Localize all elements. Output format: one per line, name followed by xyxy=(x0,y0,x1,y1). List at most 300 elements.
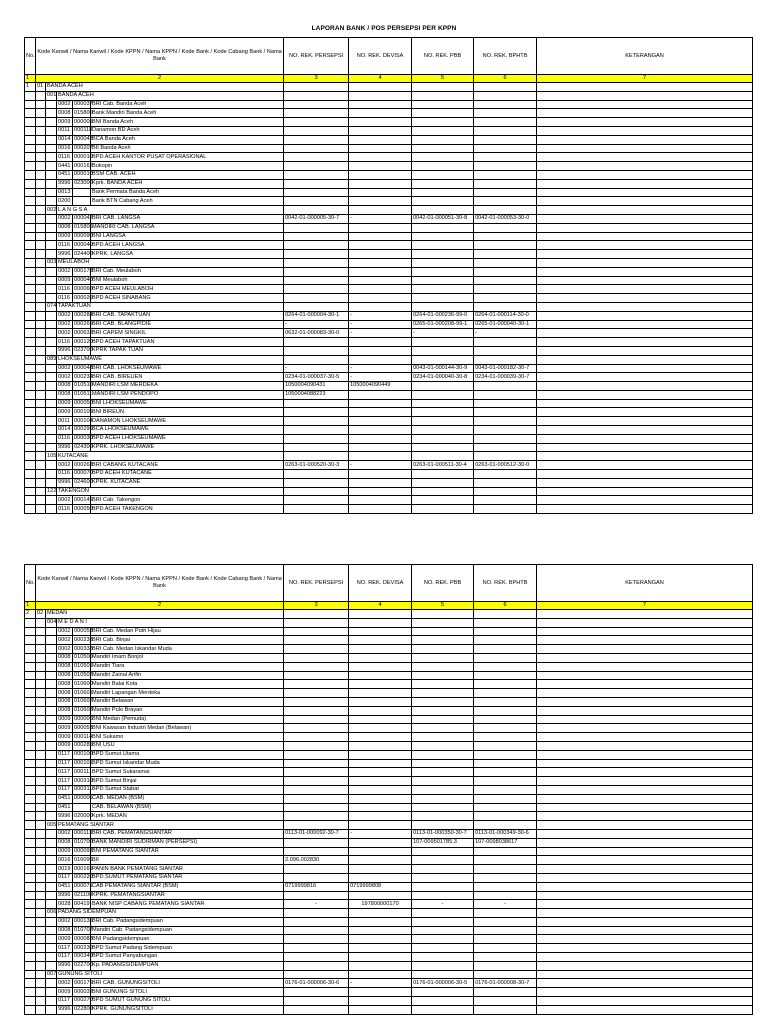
row-no xyxy=(25,267,36,276)
keterangan xyxy=(537,847,753,856)
rek-devisa xyxy=(349,733,412,742)
indent-cell xyxy=(36,399,46,408)
indent-cell xyxy=(36,144,46,153)
keterangan xyxy=(537,715,753,724)
bank-code: 0451 xyxy=(57,170,73,179)
branch-code: 000105 xyxy=(74,408,93,415)
keterangan xyxy=(537,294,753,303)
kppn-row xyxy=(25,970,753,979)
bank-code: 0117 xyxy=(57,750,73,759)
rek-bphtb xyxy=(474,997,537,1006)
col-num-4: 4 xyxy=(349,602,412,610)
rek-pbb xyxy=(412,944,474,953)
rek-devisa xyxy=(349,970,412,979)
indent-cell xyxy=(46,294,57,303)
bank-name: BRI CABANG KUTACANE xyxy=(91,461,284,470)
keterangan xyxy=(537,944,753,953)
bank-code: 0441 xyxy=(57,162,73,171)
bank-name: Mandiri Cab. Padangsidempuan xyxy=(91,926,284,935)
rek-pbb xyxy=(412,618,474,627)
row-no xyxy=(25,680,36,689)
rek-persepsi xyxy=(284,434,349,443)
bank-code: 0009 xyxy=(57,724,73,733)
bank-code: 0116 xyxy=(57,470,73,479)
indent-cell xyxy=(36,689,46,698)
indent-cell xyxy=(36,496,46,505)
bank-name: BRI Cab. Binjai xyxy=(91,636,284,645)
row-no xyxy=(25,838,36,847)
indent-cell xyxy=(46,785,57,794)
rek-bphtb xyxy=(474,891,537,900)
header-bphtb: NO. REK. BPHTB xyxy=(474,565,537,602)
rek-persepsi xyxy=(284,1005,349,1014)
rek-pbb xyxy=(412,135,474,144)
indent-cell xyxy=(36,214,46,223)
indent-cell xyxy=(46,144,57,153)
rek-pbb xyxy=(412,206,474,215)
keterangan xyxy=(537,100,753,109)
kppn-name: M E D A N I xyxy=(57,618,284,627)
column-number-row xyxy=(25,602,753,610)
branch-code: 000053 xyxy=(74,627,93,634)
rek-pbb xyxy=(412,470,474,479)
rek-pbb xyxy=(412,276,474,285)
rek-persepsi: 0042-01-000005-30-7 xyxy=(284,214,349,223)
rek-persepsi xyxy=(284,179,349,188)
row-no xyxy=(25,715,36,724)
rek-bphtb xyxy=(474,759,537,768)
rek-persepsi xyxy=(284,162,349,171)
bank-row xyxy=(25,100,753,109)
bank-name: BNI Kawasan Industri Medan (Belawan) xyxy=(91,724,284,733)
bank-code: 0002 xyxy=(57,320,73,329)
indent-cell xyxy=(46,153,57,162)
row-no xyxy=(25,847,36,856)
indent-cell xyxy=(46,838,57,847)
indent-cell xyxy=(46,653,57,662)
row-no xyxy=(25,188,36,197)
rek-pbb xyxy=(412,197,474,206)
rek-persepsi xyxy=(284,258,349,267)
keterangan xyxy=(537,364,753,373)
rek-pbb xyxy=(412,891,474,900)
indent-cell xyxy=(36,759,46,768)
keterangan xyxy=(537,206,753,215)
bank-code: 0117 xyxy=(57,997,73,1006)
bank-row xyxy=(25,882,753,891)
indent-cell xyxy=(36,680,46,689)
rek-bphtb xyxy=(474,197,537,206)
indent-cell xyxy=(36,697,46,706)
rek-devisa xyxy=(349,724,412,733)
rek-persepsi xyxy=(284,838,349,847)
bank-code: 0002 xyxy=(57,461,73,470)
branch-code: 000162 xyxy=(74,162,93,169)
kppn-row xyxy=(25,452,753,461)
branch-code: 000104 xyxy=(74,417,93,424)
indent-cell xyxy=(36,338,46,347)
bank-row xyxy=(25,197,753,206)
row-no xyxy=(25,487,36,496)
bank-name: BPD SUMUT GUNUNG SITOLI xyxy=(91,997,284,1006)
row-no xyxy=(25,346,36,355)
bank-code: 9996 xyxy=(57,1005,73,1014)
bank-code: 0008 xyxy=(57,671,73,680)
indent-cell xyxy=(46,170,57,179)
keterangan xyxy=(537,487,753,496)
bank-code: 0117 xyxy=(57,944,73,953)
bank-code: 0116 xyxy=(57,285,73,294)
bank-name: BPD Sumut Binjai xyxy=(91,777,284,786)
indent-cell xyxy=(46,961,57,970)
keterangan xyxy=(537,856,753,865)
row-no xyxy=(25,618,36,627)
rek-devisa xyxy=(349,961,412,970)
kanwil-code: 01 xyxy=(36,83,46,92)
bank-row xyxy=(25,461,753,470)
row-no xyxy=(25,961,36,970)
rek-pbb xyxy=(412,856,474,865)
rek-devisa xyxy=(349,838,412,847)
rek-bphtb xyxy=(474,671,537,680)
bank-code: 0009 xyxy=(57,276,73,285)
bank-row xyxy=(25,505,753,514)
bank-name: BRI Cab. Meulaboh xyxy=(91,267,284,276)
bank-row xyxy=(25,926,753,935)
indent-cell xyxy=(36,390,46,399)
bank-code: 0014 xyxy=(57,135,73,144)
rek-bphtb: 0113-01-000349-30-6 xyxy=(474,829,537,838)
keterangan xyxy=(537,750,753,759)
bank-name: Kprk. MEDAN xyxy=(91,812,284,821)
rek-devisa xyxy=(349,777,412,786)
row-no xyxy=(25,434,36,443)
rek-pbb xyxy=(412,741,474,750)
rek-bphtb xyxy=(474,953,537,962)
rek-pbb xyxy=(412,496,474,505)
bank-row xyxy=(25,144,753,153)
row-no xyxy=(25,505,36,514)
indent-cell xyxy=(36,241,46,250)
row-no xyxy=(25,697,36,706)
rek-persepsi: 0234-01-000037-30-5 xyxy=(284,373,349,382)
bank-name: BNI Meulaboh xyxy=(91,276,284,285)
rek-devisa xyxy=(349,302,412,311)
keterangan xyxy=(537,109,753,118)
indent-cell xyxy=(36,917,46,926)
bank-name: BNI PEMATANG SIANTAR xyxy=(91,847,284,856)
bank-name: BPD Sumut Panyabungan xyxy=(91,953,284,962)
kppn-code: 105 xyxy=(47,452,57,459)
indent-cell xyxy=(36,135,46,144)
rek-bphtb xyxy=(474,241,537,250)
indent-cell xyxy=(46,329,57,338)
branch-code: 000238 xyxy=(74,636,93,643)
rek-persepsi xyxy=(284,276,349,285)
rek-pbb xyxy=(412,478,474,487)
col-num-2: 2 xyxy=(36,75,284,83)
rek-pbb xyxy=(412,777,474,786)
rek-persepsi xyxy=(284,706,349,715)
kanwil-row xyxy=(25,610,753,619)
row-no xyxy=(25,417,36,426)
bank-name: BANK MANDIRI SUDIRMAN (PERSEPSI) xyxy=(91,838,284,847)
bank-row xyxy=(25,856,753,865)
branch-code: 024600 xyxy=(74,479,93,486)
rek-pbb: 0176-01-000006-30-5 xyxy=(412,979,474,988)
rek-persepsi xyxy=(284,250,349,259)
rek-bphtb xyxy=(474,970,537,979)
indent-cell xyxy=(46,346,57,355)
row-no xyxy=(25,179,36,188)
row-no xyxy=(25,935,36,944)
indent-cell xyxy=(46,223,57,232)
indent-cell xyxy=(46,434,57,443)
bank-code: 0009 xyxy=(57,399,73,408)
keterangan xyxy=(537,900,753,909)
indent-cell xyxy=(36,900,46,909)
indent-cell xyxy=(36,944,46,953)
row-no xyxy=(25,979,36,988)
bank-name: BPD ACEH SINABANG xyxy=(91,294,284,303)
branch-code: 000338 xyxy=(74,645,93,652)
rek-bphtb: 0176-01-000008-30-7 xyxy=(474,979,537,988)
branch-code xyxy=(73,803,91,812)
branch-code: 000135 xyxy=(74,918,93,925)
branch-code: 000005 xyxy=(74,118,93,125)
indent-cell xyxy=(36,126,46,135)
header-description: Kode Kanwil / Nama Kanwil / Kode KPPN / Nama KPPN / Kode Bank / Kode Cabang Bank / Nama Bank xyxy=(36,38,284,75)
keterangan xyxy=(537,162,753,171)
bank-row xyxy=(25,944,753,953)
rek-bphtb xyxy=(474,724,537,733)
header-no: No. xyxy=(25,565,36,602)
rek-devisa xyxy=(349,241,412,250)
rek-bphtb: 0042-01-000053-30-0 xyxy=(474,214,537,223)
indent-cell xyxy=(36,891,46,900)
indent-cell xyxy=(46,777,57,786)
rek-devisa xyxy=(349,636,412,645)
keterangan xyxy=(537,91,753,100)
kppn-row xyxy=(25,91,753,100)
bank-code: 9996 xyxy=(57,961,73,970)
row-no xyxy=(25,135,36,144)
col-num-3: 3 xyxy=(284,602,349,610)
rek-persepsi: 0113-01-000092-30-7 xyxy=(284,829,349,838)
row-no xyxy=(25,768,36,777)
rek-devisa xyxy=(349,126,412,135)
bank-row xyxy=(25,478,753,487)
keterangan xyxy=(537,417,753,426)
row-no xyxy=(25,153,36,162)
bank-name: BNI Padangsidempuan xyxy=(91,935,284,944)
rek-devisa xyxy=(349,891,412,900)
keterangan xyxy=(537,338,753,347)
indent-cell xyxy=(36,724,46,733)
rek-devisa xyxy=(349,346,412,355)
branch-code: 010608 xyxy=(74,707,93,714)
indent-cell xyxy=(46,662,57,671)
kppn-name: L A N G S A xyxy=(57,206,284,215)
indent-cell xyxy=(36,812,46,821)
rek-devisa xyxy=(349,953,412,962)
row-no xyxy=(25,311,36,320)
bank-name: BRI CAB. PEMATANGSIANTAR xyxy=(91,829,284,838)
indent-cell xyxy=(36,847,46,856)
rek-persepsi: - xyxy=(284,364,349,373)
row-no xyxy=(25,873,36,882)
branch-code: 000088 xyxy=(74,935,93,942)
row-no xyxy=(25,452,36,461)
keterangan xyxy=(537,873,753,882)
bank-row xyxy=(25,267,753,276)
bank-code: 0009 xyxy=(57,935,73,944)
bank-row xyxy=(25,891,753,900)
bank-code: 0002 xyxy=(57,373,73,382)
indent-cell xyxy=(46,443,57,452)
bank-name: Mandiri Tiara xyxy=(91,662,284,671)
keterangan xyxy=(537,241,753,250)
kppn-code: 007 xyxy=(47,971,57,978)
rek-persepsi xyxy=(284,487,349,496)
row-no xyxy=(25,689,36,698)
indent-cell xyxy=(36,988,46,997)
rek-devisa xyxy=(349,144,412,153)
rek-persepsi: 1050004088223 xyxy=(284,390,349,399)
rek-devisa xyxy=(349,873,412,882)
bank-code: 0116 xyxy=(57,338,73,347)
keterangan xyxy=(537,997,753,1006)
bank-row xyxy=(25,329,753,338)
rek-persepsi xyxy=(284,408,349,417)
bank-name: BNI BIREUN xyxy=(91,408,284,417)
branch-code: 024400 xyxy=(74,250,93,257)
rek-devisa xyxy=(349,170,412,179)
rek-bphtb xyxy=(474,470,537,479)
bank-row xyxy=(25,417,753,426)
rek-bphtb xyxy=(474,741,537,750)
indent-cell xyxy=(46,882,57,891)
rek-persepsi xyxy=(284,926,349,935)
rek-bphtb xyxy=(474,926,537,935)
keterangan xyxy=(537,426,753,435)
rek-pbb xyxy=(412,970,474,979)
row-no xyxy=(25,302,36,311)
indent-cell xyxy=(36,627,46,636)
rek-bphtb xyxy=(474,785,537,794)
keterangan xyxy=(537,935,753,944)
rek-persepsi xyxy=(284,223,349,232)
rek-pbb xyxy=(412,1005,474,1014)
col-num-2: 2 xyxy=(36,602,284,610)
rek-pbb xyxy=(412,847,474,856)
row-no xyxy=(25,285,36,294)
rek-devisa: - xyxy=(349,320,412,329)
rek-pbb xyxy=(412,144,474,153)
rek-persepsi xyxy=(284,803,349,812)
bank-row xyxy=(25,109,753,118)
bank-code: 0009 xyxy=(57,232,73,241)
bank-row xyxy=(25,777,753,786)
rek-bphtb xyxy=(474,680,537,689)
rek-devisa: - xyxy=(349,329,412,338)
indent-cell xyxy=(36,935,46,944)
rek-devisa xyxy=(349,689,412,698)
rek-pbb xyxy=(412,689,474,698)
rek-bphtb xyxy=(474,162,537,171)
bank-code: 0019 xyxy=(57,865,73,874)
bank-code: 0008 xyxy=(57,223,73,232)
keterangan xyxy=(537,355,753,364)
rek-bphtb xyxy=(474,478,537,487)
rek-persepsi xyxy=(284,417,349,426)
bank-row xyxy=(25,785,753,794)
bank-row xyxy=(25,671,753,680)
rek-persepsi: 2.096.002830 xyxy=(284,856,349,865)
rek-pbb xyxy=(412,382,474,391)
row-no xyxy=(25,399,36,408)
rek-pbb xyxy=(412,434,474,443)
header-bphtb: NO. REK. BPHTB xyxy=(474,38,537,75)
rek-devisa xyxy=(349,426,412,435)
indent-cell xyxy=(36,452,46,461)
bank-row xyxy=(25,953,753,962)
keterangan xyxy=(537,926,753,935)
keterangan xyxy=(537,741,753,750)
rek-persepsi xyxy=(284,170,349,179)
rek-persepsi xyxy=(284,144,349,153)
rek-devisa xyxy=(349,917,412,926)
rek-persepsi xyxy=(284,399,349,408)
kppn-code: 002 xyxy=(47,206,57,213)
rek-pbb xyxy=(412,258,474,267)
header-keterangan: KETERANGAN xyxy=(537,38,753,75)
bank-row xyxy=(25,873,753,882)
col-num-7: 7 xyxy=(537,602,753,610)
rek-pbb xyxy=(412,109,474,118)
row-no xyxy=(25,812,36,821)
branch-code: 015800 xyxy=(74,109,93,116)
bank-code: 0117 xyxy=(57,953,73,962)
rek-devisa xyxy=(349,944,412,953)
indent-cell xyxy=(36,715,46,724)
kppn-row xyxy=(25,618,753,627)
branch-code: 010510 xyxy=(74,382,93,389)
row-no xyxy=(25,100,36,109)
rek-pbb xyxy=(412,865,474,874)
indent-cell xyxy=(46,900,57,909)
indent-cell xyxy=(46,829,57,838)
rek-pbb xyxy=(412,126,474,135)
rek-bphtb xyxy=(474,733,537,742)
row-no xyxy=(25,909,36,918)
rek-bphtb xyxy=(474,917,537,926)
col-num-1: 1 xyxy=(25,75,36,83)
report-title: LAPORAN BANK / POS PERSEPSI PER KPPN xyxy=(311,25,457,32)
bank-row xyxy=(25,988,753,997)
row-no xyxy=(25,338,36,347)
rek-pbb xyxy=(412,645,474,654)
rek-bphtb xyxy=(474,408,537,417)
rek-persepsi xyxy=(284,671,349,680)
branch-code: 024300 xyxy=(74,444,93,451)
bank-code: 0200 xyxy=(57,197,73,206)
col-num-6: 6 xyxy=(474,602,537,610)
indent-cell xyxy=(46,426,57,435)
bank-row xyxy=(25,426,753,435)
rek-persepsi: 0719999816 xyxy=(284,882,349,891)
rek-persepsi xyxy=(284,944,349,953)
